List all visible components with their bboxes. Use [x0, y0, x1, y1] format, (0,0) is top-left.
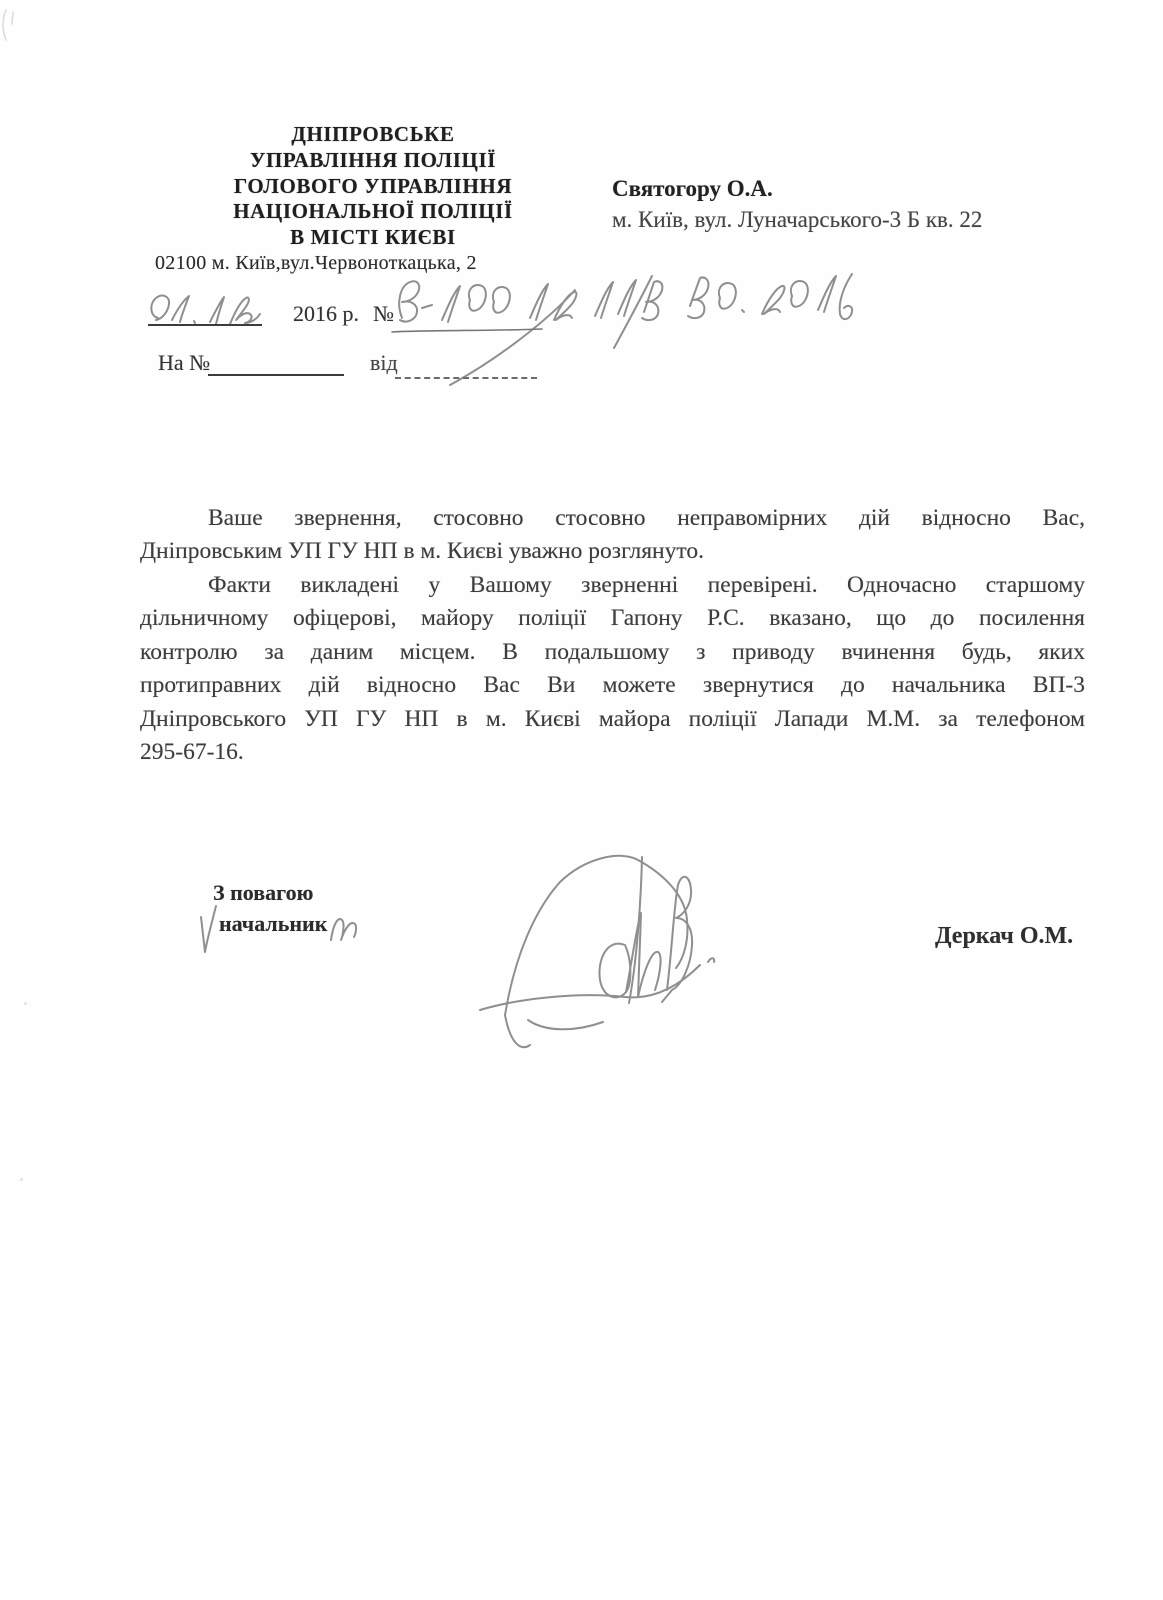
reply-number-label: На № — [158, 350, 211, 375]
signer-title: начальник — [219, 911, 328, 936]
pen-tick-marks — [195, 900, 365, 960]
body-line: 295-67-16. — [140, 739, 244, 765]
scan-artifact-mark — [0, 6, 30, 50]
reply-from-underline — [395, 377, 537, 379]
number-sign: № — [373, 301, 394, 326]
letterhead-org-line: НАЦІОНАЛЬНОЇ ПОЛІЦІЇ — [233, 199, 513, 224]
body-line: Дніпровським УП ГУ НП в м. Києві уважно розглянуто. — [140, 538, 704, 564]
reply-from-label: від — [370, 350, 398, 375]
letterhead-org-line: В МІСТІ КИЄВІ — [290, 225, 456, 250]
letterhead-org-line: ГОЛОВОГО УПРАВЛІННЯ — [233, 173, 513, 198]
letterhead-org-name — [178, 122, 568, 251]
recipient-name: Святогору О.А. — [612, 176, 773, 201]
recipient-address: м. Київ, вул. Луначарського-3 Б кв. 22 — [612, 207, 983, 232]
handwritten-date — [146, 292, 266, 332]
body-line: Дніпровського УП ГУ НП в м. Києві майора поліції Лапади М.М. за телефоном — [140, 706, 1085, 732]
body-line: дільничному офіцерові, майору поліції Гапону Р.С. вказано, що до посилення — [140, 605, 1085, 631]
closing-salutation: З повагою — [213, 880, 314, 905]
body-line: Факти викладені у Вашому зверненні перевірені. Одночасно старшому — [208, 572, 1085, 598]
handwritten-number — [390, 258, 870, 393]
letterhead-org-line: УПРАВЛІННЯ ПОЛІЦІЇ — [249, 147, 497, 172]
date-underline — [148, 324, 262, 326]
scan-speck — [20, 1178, 23, 1181]
scan-speck — [24, 1002, 27, 1005]
letterhead-org-line: ДНІПРОВСЬКЕ — [291, 122, 455, 146]
signer-name: Деркач О.М. — [935, 923, 1074, 949]
letterhead-address: 02100 м. Київ,вул.Червоноткацька, 2 — [155, 252, 477, 274]
reply-number-underline — [208, 374, 344, 376]
body-line: Ваше звернення, стосовно стосовно неправомірних дій відносно Вас, — [208, 505, 1085, 531]
body-line: протиправних дій відносно Вас Ви можете звернутися до начальника ВП-3 — [140, 672, 1085, 698]
year-label: 2016 р. — [293, 301, 359, 326]
handwritten-signature — [460, 810, 740, 1070]
body-line: контролю за даним місцем. В подальшому з приводу вчинення будь, яких — [140, 639, 1085, 665]
